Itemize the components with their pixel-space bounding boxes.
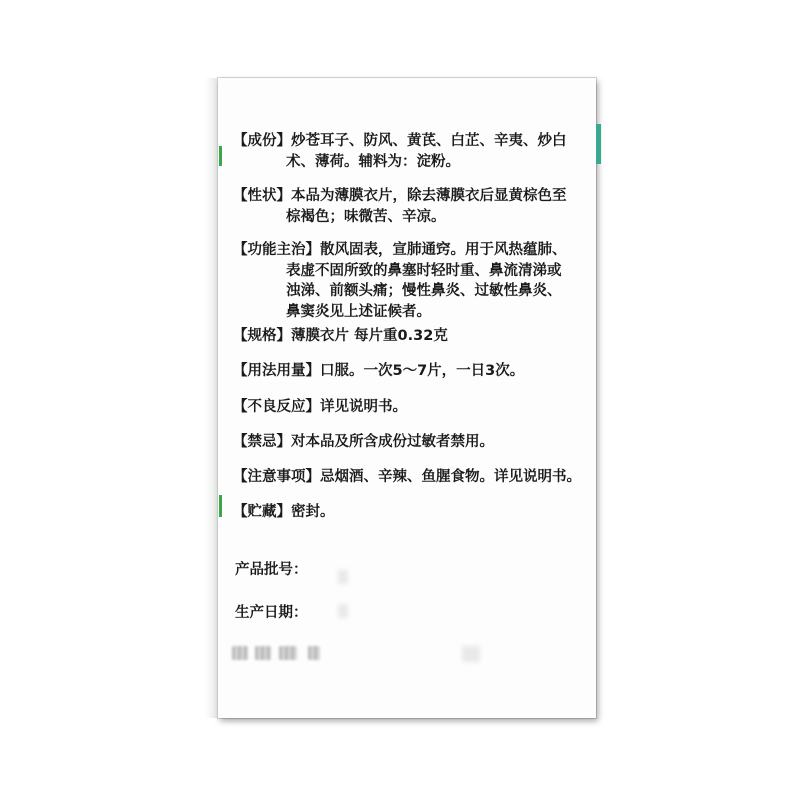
section-text-cont: 术、薄荷。辅料为：淀粉。 xyxy=(286,153,460,170)
redacted-block xyxy=(255,646,271,660)
section-description xyxy=(233,186,583,227)
section-text: 薄膜衣片 每片重0.32克 xyxy=(291,328,448,344)
section-text: 忌烟酒、辛辣、鱼腥食物。详见说明书。 xyxy=(320,469,581,485)
section-text: 散风固表，宣肺通窍。用于风热蕴肺、 xyxy=(320,242,567,258)
redacted-block xyxy=(279,646,297,660)
section-indications xyxy=(233,240,583,322)
section-dosage xyxy=(233,361,583,382)
section-label: 【禁忌】 xyxy=(233,434,291,450)
section-text: 密封。 xyxy=(291,504,335,520)
batch-number-label: 产品批号： xyxy=(235,562,308,578)
section-text-cont: 浊涕、前额头痛；慢性鼻炎、过敏性鼻炎、 xyxy=(286,283,562,299)
section-text-cont: 棕褐色；味微苦、辛凉。 xyxy=(286,208,446,225)
section-precautions xyxy=(233,467,583,488)
section-specification xyxy=(233,326,583,347)
section-label: 【性状】 xyxy=(233,188,291,204)
green-edge-mark xyxy=(219,495,222,517)
section-label: 【贮藏】 xyxy=(233,504,291,520)
redacted-block xyxy=(232,646,248,660)
section-text: 本品为薄膜衣片，除去薄膜衣后显黄棕色至 xyxy=(291,188,567,204)
section-text: 对本品及所含成份过敏者禁用。 xyxy=(291,434,494,450)
section-label: 【用法用量】 xyxy=(233,363,320,379)
green-edge-mark xyxy=(219,146,222,166)
section-text-cont: 鼻窦炎见上述证候者。 xyxy=(286,303,431,320)
box-side-edge xyxy=(205,78,219,718)
section-storage xyxy=(233,502,583,523)
section-text: 口服。一次5～7片，一日3次。 xyxy=(320,363,525,379)
production-date-label: 生产日期： xyxy=(235,605,308,621)
section-text-cont: 表虚不固所致的鼻塞时轻时重、鼻流清涕或 xyxy=(286,262,562,279)
section-ingredients xyxy=(233,131,583,172)
section-label: 【功能主治】 xyxy=(233,242,320,258)
section-adverse-reactions xyxy=(233,397,583,418)
section-text: 详见说明书。 xyxy=(320,399,407,415)
section-label: 【注意事项】 xyxy=(233,469,320,485)
teal-edge-strip xyxy=(596,124,601,164)
redacted-mark xyxy=(462,646,480,662)
section-label: 【规格】 xyxy=(233,328,291,344)
section-label: 【不良反应】 xyxy=(233,399,320,415)
redacted-block xyxy=(308,646,320,660)
redacted-mark xyxy=(338,570,348,584)
redacted-mark xyxy=(338,604,348,618)
section-text: 炒苍耳子、防风、黄芪、白芷、辛夷、炒白 xyxy=(291,133,567,149)
section-contraindications xyxy=(233,432,583,453)
section-label: 【成份】 xyxy=(233,133,291,149)
